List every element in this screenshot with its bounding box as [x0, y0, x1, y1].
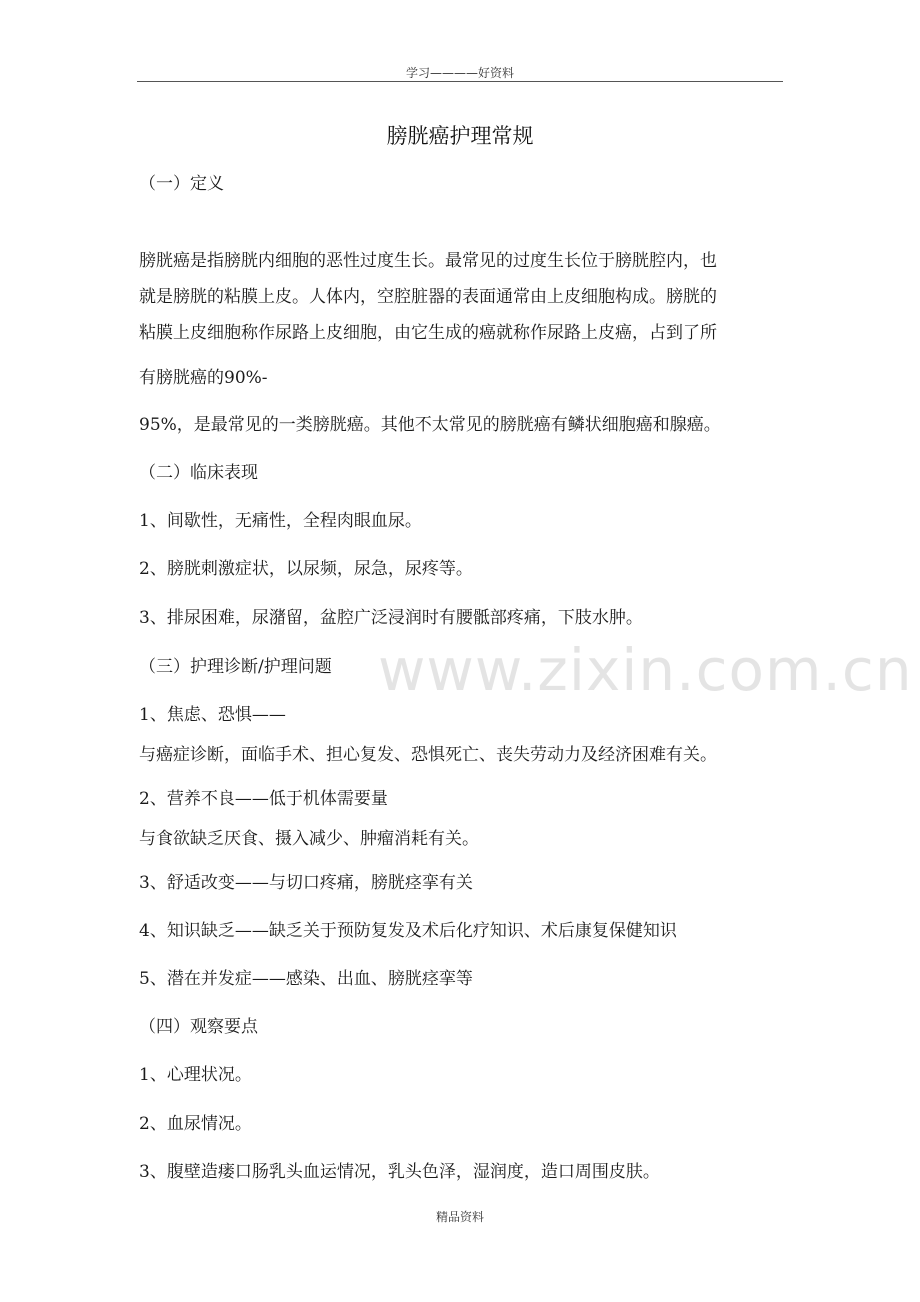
page-footer: 精品资料: [435, 1210, 484, 1224]
section-heading-definition: （一）定义: [139, 174, 224, 194]
section-heading-observation: （四）观察要点: [139, 1017, 258, 1037]
section-heading-diagnosis: （三）护理诊断/护理问题: [139, 657, 332, 677]
paragraph-line: 膀胱癌是指膀胱内细胞的恶性过度生长。最常见的过度生长位于膀胱腔内，也: [139, 251, 717, 271]
list-item: 3、腹壁造瘘口肠乳头血运情况，乳头色泽，湿润度，造口周围皮肤。: [139, 1162, 660, 1182]
list-item: 3、排尿困难，尿潴留，盆腔广泛浸润时有腰骶部疼痛，下肢水肿。: [139, 608, 643, 628]
list-item: 4、知识缺乏——缺乏关于预防复发及术后化疗知识、术后康复保健知识: [139, 921, 677, 941]
list-item: 2、血尿情况。: [139, 1114, 252, 1134]
list-item-detail: 与癌症诊断，面临手术、担心复发、恐惧死亡、丧失劳动力及经济困难有关。: [139, 745, 717, 765]
list-item: 5、潜在并发症——感染、出血、膀胱痉挛等: [139, 969, 473, 989]
paragraph-line: 就是膀胱的粘膜上皮。人体内，空腔脏器的表面通常由上皮细胞构成。膀胱的: [139, 287, 717, 307]
list-item: 2、膀胱刺激症状，以尿频，尿急，尿疼等。: [139, 559, 473, 579]
list-item: 2、营养不良——低于机体需要量: [139, 789, 388, 809]
page-header: 学习————好资料: [405, 66, 514, 80]
list-item-detail: 与食欲缺乏厌食、摄入减少、肿瘤消耗有关。: [139, 829, 479, 849]
paragraph-line: 95%，是最常见的一类膀胱癌。其他不太常见的膀胱癌有鳞状细胞癌和腺癌。: [139, 415, 721, 435]
list-item: 1、心理状况。: [139, 1065, 252, 1085]
paragraph-line: 粘膜上皮细胞称作尿路上皮细胞，由它生成的癌就称作尿路上皮癌，占到了所: [139, 323, 717, 343]
section-heading-clinical: （二）临床表现: [139, 463, 258, 483]
header-divider: [137, 81, 783, 82]
list-item: 3、舒适改变——与切口疼痛，膀胱痉挛有关: [139, 873, 473, 893]
document-title: 膀胱癌护理常规: [386, 124, 534, 148]
paragraph-line: 有膀胱癌的90%-: [139, 368, 268, 388]
watermark: www.zixin.com.cn: [378, 636, 913, 704]
list-item: 1、焦虑、恐惧——: [139, 705, 286, 725]
list-item: 1、间歇性，无痛性，全程肉眼血尿。: [139, 511, 422, 531]
